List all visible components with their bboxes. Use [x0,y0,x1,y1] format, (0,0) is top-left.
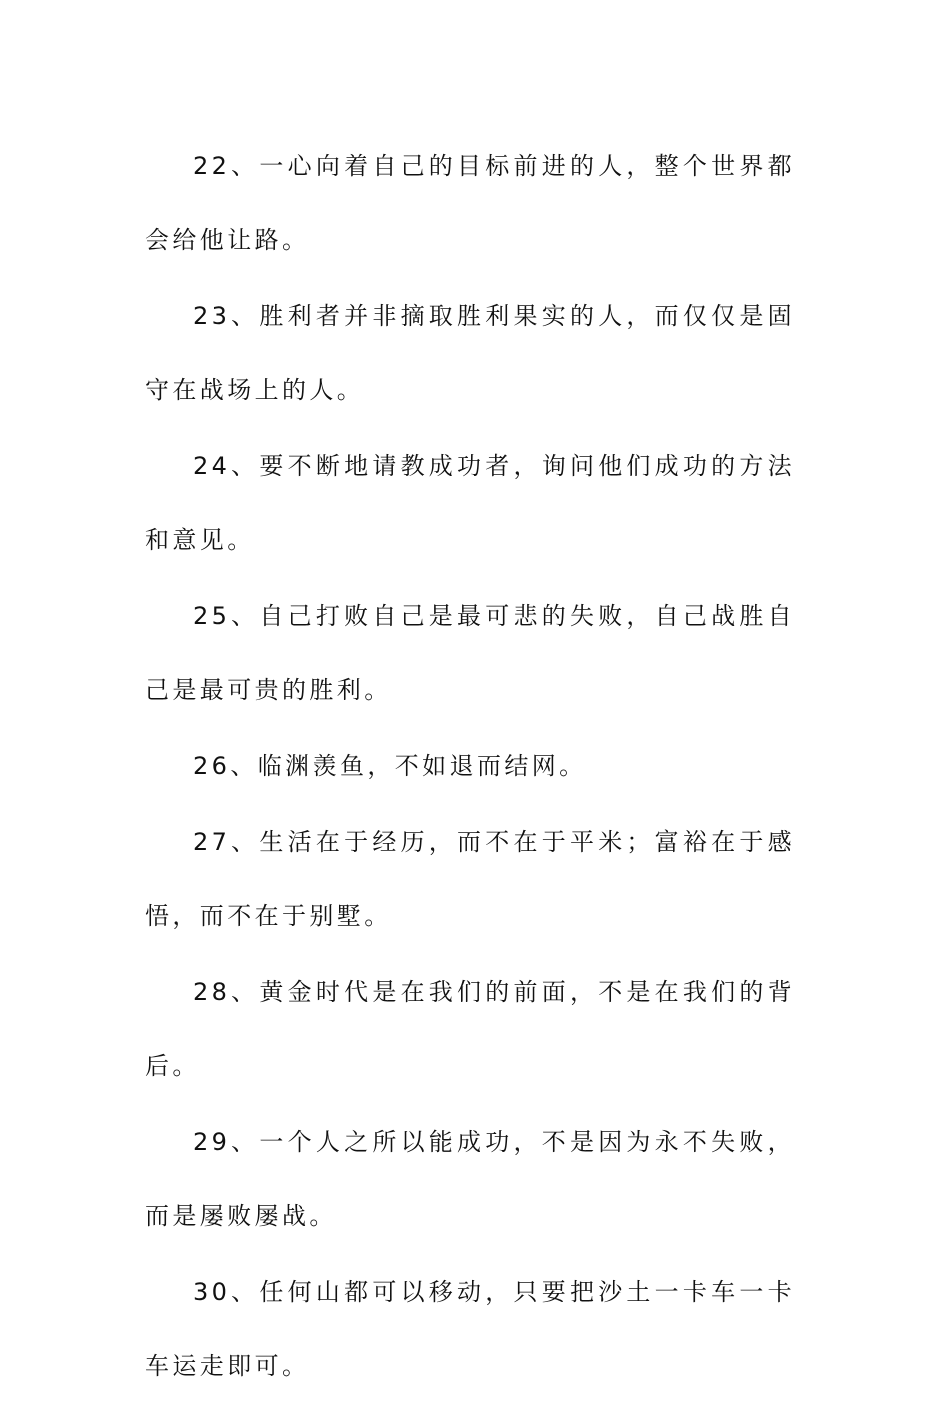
text-body [145,129,795,1405]
paragraph-30: 30、任何山都可以移动，只要把沙土一卡车一卡车运走即可。 [145,1278,795,1380]
paragraph-28: 28、黄金时代是在我们的前面，不是在我们的背后。 [145,978,795,1080]
paragraph-22: 22、一心向着自己的目标前进的人，整个世界都会给他让路。 [145,152,795,254]
paragraph-24: 24、要不断地请教成功者，询问他们成功的方法和意见。 [145,452,795,554]
paragraph-23: 23、胜利者并非摘取胜利果实的人，而仅仅是固守在战场上的人。 [145,302,795,404]
paragraph-26: 26、临渊羡鱼，不如退而结网。 [193,752,587,780]
paragraph-27: 27、生活在于经历，而不在于平米；富裕在于感悟，而不在于别墅。 [145,828,795,930]
paragraph-29: 29、一个人之所以能成功，不是因为永不失败，而是屡败屡战。 [145,1128,795,1230]
paragraph-25: 25、自己打败自己是最可悲的失败，自己战胜自己是最可贵的胜利。 [145,602,795,704]
